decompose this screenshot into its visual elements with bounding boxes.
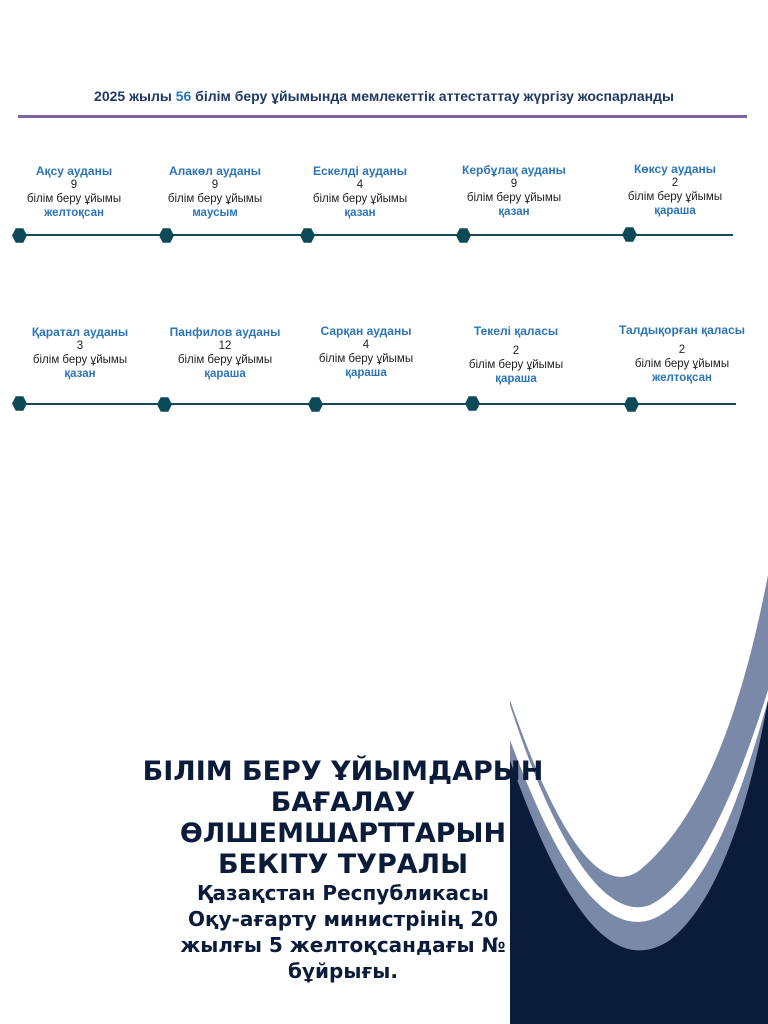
month-label: желтоқсан — [652, 372, 712, 384]
school-count: 3 — [76, 340, 84, 352]
school-label: білім беру ұйымы — [627, 191, 723, 203]
school-label: білім беру ұйымы — [177, 354, 273, 366]
school-count: 9 — [211, 179, 219, 191]
district-name: Сарқан ауданы — [320, 324, 412, 338]
district-name: Қаратал ауданы — [31, 325, 129, 339]
school-count: 2 — [678, 344, 686, 356]
order-title-line: БІЛІМ БЕРУ ҰЙЫМДАРЫН — [142, 756, 544, 787]
district-name: Ақсу ауданы — [35, 164, 113, 178]
school-count: 4 — [356, 179, 364, 191]
order-title-line: БАҒАЛАУ — [270, 787, 416, 818]
district-name: Текелі қаласы — [473, 324, 559, 338]
school-label: білім беру ұйымы — [634, 358, 730, 370]
month-label: қараша — [654, 205, 696, 217]
month-label: қараша — [204, 368, 246, 380]
month-label: қараша — [495, 373, 537, 385]
school-count: 2 — [671, 177, 679, 189]
month-label: қазан — [498, 206, 530, 218]
district-name: Ескелді ауданы — [312, 164, 408, 178]
school-count: 9 — [70, 179, 78, 191]
title-suffix: білім беру ұйымында мемлекеттік аттестаттау жүргізу жоспарланды — [191, 88, 674, 104]
district-name: Алакөл ауданы — [168, 164, 262, 178]
school-label: білім беру ұйымы — [32, 354, 128, 366]
order-title — [85, 756, 601, 984]
order-subtitle-line: жылғы 5 желтоқсандағы № — [180, 933, 506, 957]
district-name: Көксу ауданы — [633, 162, 717, 176]
district-name: Панфилов ауданы — [169, 325, 281, 339]
school-count: 9 — [510, 178, 518, 190]
school-label: білім беру ұйымы — [312, 193, 408, 205]
month-label: желтоқсан — [44, 207, 104, 219]
month-label: маусым — [192, 207, 238, 219]
school-count: 4 — [362, 339, 370, 351]
school-label: білім беру ұйымы — [26, 193, 122, 205]
month-label: қазан — [344, 207, 376, 219]
school-label: білім беру ұйымы — [468, 359, 564, 371]
district-name: Кербұлақ ауданы — [462, 163, 566, 177]
title-prefix: 2025 жылы — [94, 88, 176, 104]
school-label: білім беру ұйымы — [466, 192, 562, 204]
title-count: 56 — [175, 88, 192, 104]
order-subtitle-line: Оқу-ағарту министрінің 20 — [187, 907, 499, 931]
school-label: білім беру ұйымы — [167, 193, 263, 205]
district-name: Талдықорған қаласы — [618, 323, 745, 337]
school-count: 12 — [218, 340, 232, 352]
order-title-line: БЕКІТУ ТУРАЛЫ — [217, 849, 469, 880]
order-subtitle-line: Қазақстан Республикасы — [197, 881, 489, 905]
school-label: білім беру ұйымы — [318, 353, 414, 365]
order-subtitle-line: бұйрығы. — [288, 959, 398, 983]
school-count: 2 — [512, 345, 520, 357]
order-title-line: ӨЛШЕМШАРТТАРЫН — [179, 818, 507, 849]
month-label: қазан — [64, 368, 96, 380]
month-label: қараша — [345, 367, 387, 379]
